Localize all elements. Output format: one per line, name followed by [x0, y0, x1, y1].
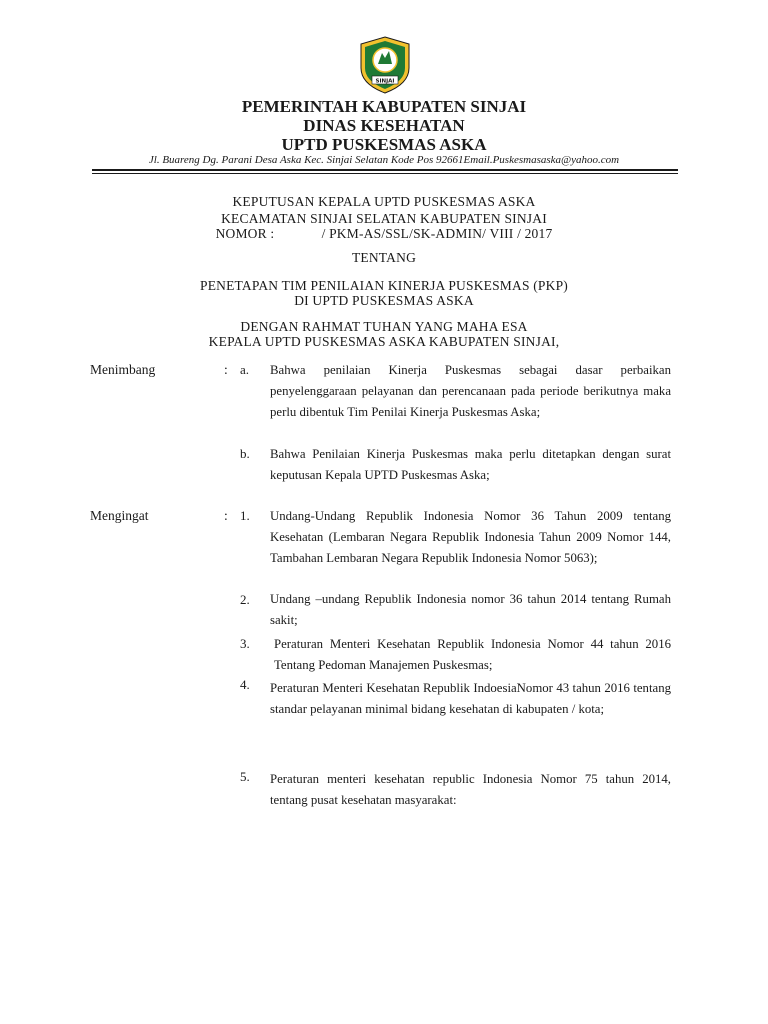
letterhead-address: Jl. Buareng Dg. Parani Desa Aska Kec. Sinjai Selatan Kode Pos 92661Email.Puskesmasaska@yahoo.com — [148, 154, 620, 166]
mengingat-colon: : — [224, 508, 228, 523]
decree-tentang: TENTANG — [351, 250, 417, 265]
letterhead-rule-thick — [92, 169, 678, 171]
mengingat-item-2-text: Undang –undang Republik Indonesia nomor 36 tahun 2014 tentang Rumah sakit; — [270, 592, 671, 627]
letterhead-government: PEMERINTAH KABUPATEN SINJAI — [241, 97, 527, 116]
mengingat-item-4-mark: 4. — [240, 677, 250, 692]
letterhead-rule-thin — [92, 173, 678, 174]
letterhead-institution: UPTD PUSKESMAS ASKA — [281, 135, 487, 154]
menimbang-item-a-mark: a. — [240, 362, 250, 377]
mengingat-item-2-mark: 2. — [240, 592, 250, 607]
menimbang-item-a-text: Bahwa penilaian Kinerja Puskesmas sebagai dasar perbaikan penyelenggaraan pelayanan dan perencanaan pada periode berikutnya maka perlu dibentuk Tim Penilai Kinerja Puskesmas Aska; — [270, 363, 671, 419]
mengingat-item-5-text: Peraturan menteri kesehatan republic Indonesia Nomor 75 tahun 2014, tentang pusat kesehatan masyarakat: — [270, 772, 671, 807]
mengingat-label: Mengingat — [90, 508, 149, 523]
menimbang-label: Menimbang — [90, 362, 156, 377]
decree-title: KEPUTUSAN KEPALA UPTD PUSKESMAS ASKA — [232, 194, 536, 209]
decree-subtitle: KECAMATAN SINJAI SELATAN KABUPATEN SINJAI — [221, 211, 547, 226]
emblem-text: SINJAI — [375, 78, 395, 85]
mengingat-item-5-mark: 5. — [240, 769, 250, 784]
decree-number-label: NOMOR : — [215, 226, 275, 241]
menimbang-item-b-mark: b. — [240, 446, 250, 461]
decree-grace-line2: KEPALA UPTD PUSKESMAS ASKA KABUPATEN SINJAI, — [208, 334, 560, 349]
decree-subject-line2: DI UPTD PUSKESMAS ASKA — [294, 293, 474, 308]
mengingat-item-3-text: Peraturan Menteri Kesehatan Republik Indonesia Nomor 44 tahun 2016 Tentang Pedoman Manajemen Puskesmas; — [274, 637, 671, 672]
mengingat-item-1-text: Undang-Undang Republik Indonesia Nomor 36 Tahun 2009 tentang Kesehatan (Lembaran Negara Republik Indonesia Tahun 2009 Nomor 144, Tambahan Lembaran Negara Republik Indonesia Nomor 5063); — [270, 509, 671, 565]
decree-number — [0, 226, 768, 242]
decree-grace-line1: DENGAN RAHMAT TUHAN YANG MAHA ESA — [240, 319, 528, 334]
decree-number-value: / PKM-AS/SSL/SK-ADMIN/ VIII / 2017 — [321, 226, 553, 241]
mengingat-item-3-mark: 3. — [240, 636, 250, 651]
decree-subject-line1: PENETAPAN TIM PENILAIAN KINERJA PUSKESMAS (PKP) — [200, 278, 568, 293]
letterhead-department: DINAS KESEHATAN — [303, 116, 465, 135]
menimbang-colon: : — [224, 362, 228, 377]
mengingat-item-1-mark: 1. — [240, 508, 250, 523]
mengingat-item-4-text: Peraturan Menteri Kesehatan Republik IndoesiaNomor 43 tahun 2016 tentang standar pelayanan minimal bidang kesehatan di kabupaten / kota; — [270, 681, 671, 716]
menimbang-item-b-text: Bahwa Penilaian Kinerja Puskesmas maka perlu ditetapkan dengan surat keputusan Kepala UPTD Puskesmas Aska; — [270, 447, 671, 482]
sinjai-emblem-icon — [358, 36, 412, 94]
